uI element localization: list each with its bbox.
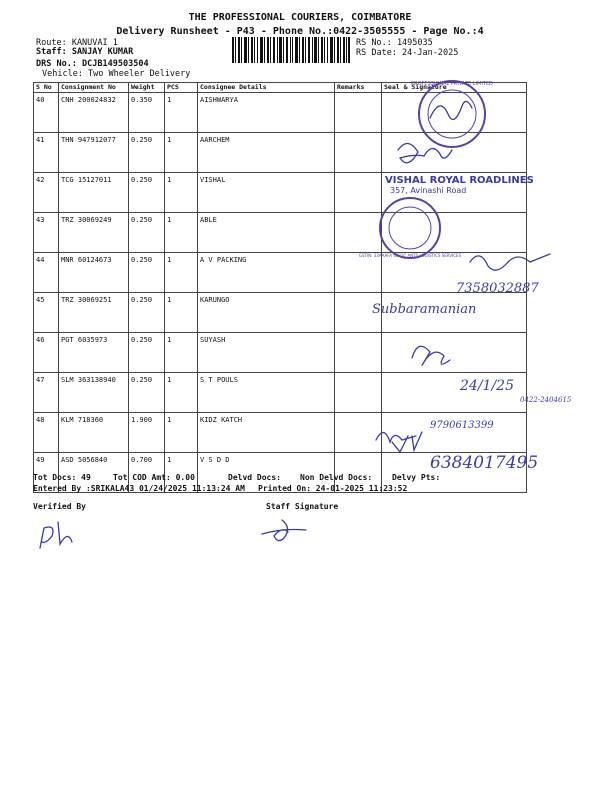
cell-sno: 43	[34, 213, 59, 253]
cell-seal	[382, 93, 527, 133]
staff-label: Staff: SANJAY KUMAR	[36, 47, 134, 57]
cell-weight: 0.350	[129, 93, 165, 133]
delivered-docs: Delvd Docs:	[228, 473, 281, 482]
runsheet-subtitle: Delivery Runsheet - P43 - Phone No.:0422-3505555 - Page No.:4	[116, 26, 484, 37]
table-row	[34, 93, 527, 133]
cell-sno: 41	[34, 133, 59, 173]
col-consignee: Consignee Details	[198, 83, 335, 93]
cell-weight: 0.250	[129, 133, 165, 173]
cell-seal	[382, 253, 527, 293]
cell-consignee: V S D D	[198, 453, 335, 493]
cell-consignment: TRZ 30069251	[59, 293, 129, 333]
cell-pcs: 1	[165, 93, 198, 133]
cell-sno: 48	[34, 413, 59, 453]
cell-weight: 1.900	[129, 413, 165, 453]
cell-pcs: 1	[165, 133, 198, 173]
col-remarks: Remarks	[335, 83, 382, 93]
stamp-mid-text: GSTIN: 33AAAFA 4321C ANTS LOGISTICS SERVICES	[358, 253, 462, 258]
rs-number: RS No.: 1495035	[356, 38, 433, 48]
cell-seal	[382, 413, 527, 453]
cell-pcs: 1	[165, 213, 198, 253]
cell-consignment: THN 947912077	[59, 133, 129, 173]
cell-pcs: 1	[165, 453, 198, 493]
table-row	[34, 373, 527, 413]
verified-signature	[40, 522, 72, 548]
stamp-top-text: PROFESSIONAL PRIVATE LIMITED	[411, 81, 493, 87]
route-label: Route: KANUVAI 1	[36, 38, 118, 48]
handwritten-phone-small: 0422-2404615	[520, 396, 572, 404]
cell-consignment: PGT 6035973	[59, 333, 129, 373]
vishal-stamp-title: VISHAL ROYAL ROADLINES	[385, 175, 534, 186]
table-row	[34, 293, 527, 333]
staff-signature-label: Staff Signature	[266, 502, 339, 511]
handwritten-phone-2: 9790613399	[430, 420, 494, 431]
cell-remarks	[335, 173, 382, 213]
cell-weight: 0.250	[129, 173, 165, 213]
cell-sno: 46	[34, 333, 59, 373]
delivery-points: Delvy Pts:	[392, 473, 441, 482]
vehicle-label: Vehicle: Two Wheeler Delivery	[42, 69, 191, 79]
company-title: THE PROFESSIONAL COURIERS, COIMBATORE	[188, 12, 412, 23]
table-row	[34, 253, 527, 293]
cell-sno: 45	[34, 293, 59, 333]
cell-sno: 44	[34, 253, 59, 293]
cell-consignee: KIDZ KATCH	[198, 413, 335, 453]
cell-pcs: 1	[165, 373, 198, 413]
cell-seal	[382, 133, 527, 173]
cell-consignee: VISHAL	[198, 173, 335, 213]
col-pcs: PCS	[165, 83, 198, 93]
staff-signature	[262, 520, 306, 541]
total-cod: Tot COD Amt: 0.00	[113, 473, 195, 482]
barcode-icon	[232, 37, 350, 63]
cell-seal	[382, 173, 527, 213]
cell-weight: 0.700	[129, 453, 165, 493]
runsheet-table	[33, 82, 527, 493]
table-row	[34, 213, 527, 253]
cell-weight: 0.250	[129, 333, 165, 373]
cell-remarks	[335, 213, 382, 253]
cell-pcs: 1	[165, 173, 198, 213]
cell-consignee: AARCHEM	[198, 133, 335, 173]
cell-consignment: ASD 5056840	[59, 453, 129, 493]
cell-consignment: TCG 15127011	[59, 173, 129, 213]
cell-consignment: MNR 60124673	[59, 253, 129, 293]
cell-seal	[382, 293, 527, 333]
table-row	[34, 133, 527, 173]
handwritten-name: Subbaramanian	[372, 302, 477, 317]
cell-pcs: 1	[165, 253, 198, 293]
cell-consignment: TRZ 30069249	[59, 213, 129, 253]
cell-consignee: S T POULS	[198, 373, 335, 413]
cell-remarks	[335, 413, 382, 453]
cell-consignment: KLM 718360	[59, 413, 129, 453]
cell-consignee: ABLE	[198, 213, 335, 253]
cell-weight: 0.250	[129, 373, 165, 413]
cell-sno: 42	[34, 173, 59, 213]
col-consignment: Consignment No	[59, 83, 129, 93]
cell-remarks	[335, 133, 382, 173]
cell-pcs: 1	[165, 293, 198, 333]
cell-remarks	[335, 93, 382, 133]
printed-on: Printed On: 24-01-2025 11:23:52	[258, 484, 408, 493]
cell-weight: 0.250	[129, 293, 165, 333]
cell-seal	[382, 333, 527, 373]
table-row	[34, 173, 527, 213]
col-weight: Weight	[129, 83, 165, 93]
cell-consignee: SUYASH	[198, 333, 335, 373]
rs-date: RS Date: 24-Jan-2025	[356, 48, 459, 58]
cell-sno: 40	[34, 93, 59, 133]
vishal-stamp-sub: 357, Avinashi Road	[390, 186, 467, 195]
total-docs: Tot Docs: 49	[33, 473, 91, 482]
cell-seal	[382, 373, 527, 413]
cell-weight: 0.250	[129, 253, 165, 293]
table-row	[34, 333, 527, 373]
handwritten-date: 24/1/25	[460, 378, 514, 394]
cell-remarks	[335, 373, 382, 413]
non-delivered-docs: Non Delvd Docs:	[300, 473, 373, 482]
cell-sno: 47	[34, 373, 59, 413]
table-row	[34, 413, 527, 453]
cell-consignee: AISHWARYA	[198, 93, 335, 133]
cell-sno: 49	[34, 453, 59, 493]
cell-consignee: KARUNGO	[198, 293, 335, 333]
handwritten-phone-3: 6384017495	[430, 453, 539, 473]
cell-remarks	[335, 293, 382, 333]
col-sno: S No	[34, 83, 59, 93]
entered-by: Entered By :SRIKALA43 01/24/2025 11:13:24 AM	[33, 484, 245, 493]
cell-pcs: 1	[165, 333, 198, 373]
drs-number: DRS No.: DCJB149503504	[36, 59, 149, 69]
col-seal-signature: Seal & Signature	[382, 83, 527, 93]
cell-consignment: CNH 200024832	[59, 93, 129, 133]
verified-by-label: Verified By	[33, 502, 86, 511]
cell-remarks	[335, 333, 382, 373]
table-header-row	[34, 83, 527, 93]
cell-weight: 0.250	[129, 213, 165, 253]
cell-pcs: 1	[165, 413, 198, 453]
cell-remarks	[335, 253, 382, 293]
cell-consignment: SLM 363138940	[59, 373, 129, 413]
handwritten-phone-1: 7358032887	[456, 281, 539, 296]
cell-consignee: A V PACKING	[198, 253, 335, 293]
cell-seal	[382, 213, 527, 253]
